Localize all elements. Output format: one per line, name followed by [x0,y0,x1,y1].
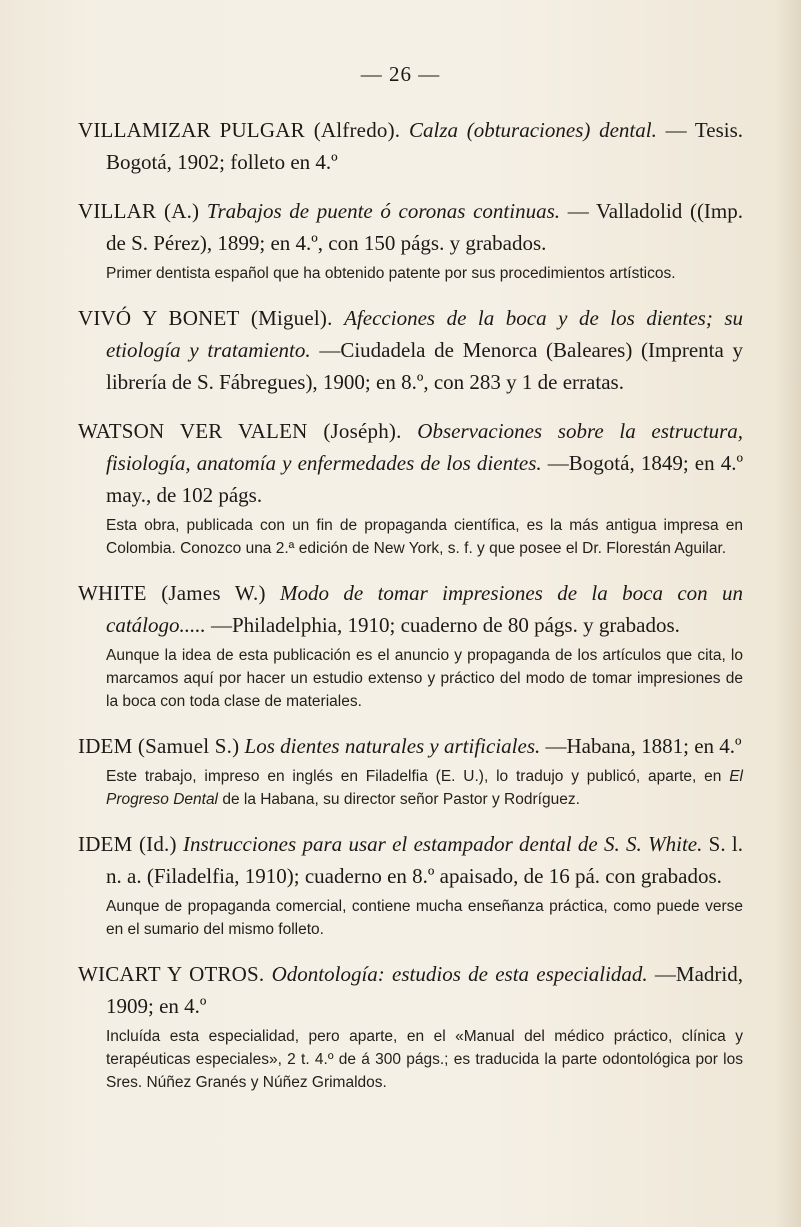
entry-imprint: —Habana, 1881; en 4.º [545,734,742,758]
entry-title: Odontología: estudios de esta especialidad. [271,962,648,986]
entry-imprint: — Valladolid ((Imp. de S. Pérez), 1899; en 4.º, con 150 págs. y grabados. [106,199,744,255]
bibliography-entry [78,828,743,941]
bibliography-list [78,114,743,1111]
entry-title: Afecciones de la boca y de los dientes; su etiología y tratamiento. [106,306,744,362]
entry-note: Esta obra, publicada con un fin de propaganda científica, es la más antigua impresa en Colombia. Conozco una 2.ª edición de New York, s. f. y que posee el Dr. Florestán Aguilar. [106,517,743,557]
entry-heading [78,195,743,259]
bibliography-entry [78,730,743,811]
entry-author: IDEM (Id.) [78,832,177,856]
entry-author: WATSON VER VALEN (Joséph). [78,419,402,443]
entry-author: IDEM (Samuel S.) [78,734,240,758]
bibliography-entry [78,302,743,398]
entry-note-periodical: El Progreso Dental [106,768,743,808]
entry-title: Instrucciones para usar el estampador dental de S. S. White. [183,832,703,856]
entry-imprint: — Tesis. Bogotá, 1902; folleto en 4.º [106,118,744,174]
entry-title: Los dientes naturales y artificiales. [244,734,541,758]
entry-imprint: —Madrid, 1909; en 4.º [106,962,743,1018]
entry-title: Calza (obturaciones) dental. [408,118,657,142]
entry-heading [78,302,743,398]
entry-note: Aunque la idea de esta publicación es el anuncio y propaganda de los artículos que cita, lo marcamos aquí por hacer un estudio extenso y práctico del modo de tomar impresiones de la boca con toda clase de materiales. [106,647,743,710]
entry-author: VIVÓ Y BONET (Miguel). [78,306,333,330]
bibliography-entry [78,114,743,178]
entry-note: Primer dentista español que ha obtenido patente por sus procedimientos artísticos. [106,265,676,282]
entry-note: Aunque de propaganda comercial, contiene mucha enseñanza práctica, como puede verse en el sumario del mismo folleto. [106,898,743,938]
entry-imprint: —Philadelphia, 1910; cuaderno de 80 págs. y grabados. [211,613,680,637]
page-number: — 26 — [360,62,441,86]
entry-title: Modo de tomar impresiones de la boca con un catálogo..... [106,581,744,637]
entry-imprint: —Ciudadela de Menorca (Baleares) (Imprenta y librería de S. Fábregues), 1900; en 8.º, con 283 y 1 de erratas. [106,338,744,394]
bibliography-entry [78,958,743,1094]
entry-heading [78,828,743,892]
entry-heading [78,958,743,1022]
page-edge-shadow [775,0,801,1227]
entry-note [78,765,743,811]
entry-heading [78,415,743,511]
bibliography-entry [78,195,743,285]
bibliography-entry [78,415,743,560]
entry-note: Incluída esta especialidad, pero aparte, en el «Manual del médico práctico, clínica y terapéuticas especiales», 2 t. 4.º de á 300 págs.; es traducida la parte odontológica por los Sres. Núñez Granés y Núñez Grimaldos. [106,1028,743,1091]
entry-author: VILLAR (A.) [78,199,200,223]
entry-note-text: de la Habana, su director señor Pastor y Rodríguez. [218,791,580,808]
entry-heading [78,114,743,178]
entry-title: Trabajos de puente ó coronas continuas. [206,199,561,223]
entry-heading [78,730,743,762]
entry-author: VILLAMIZAR PULGAR (Alfredo). [78,118,401,142]
entry-imprint: S. l. n. a. (Filadelfia, 1910); cuaderno en 8.º apaisado, de 16 pá. con grabados. [106,832,743,888]
entry-note-text: Este trabajo, impreso en inglés en Filadelfia (E. U.), lo tradujo y publicó, aparte, en [106,768,730,785]
entry-imprint: —Bogotá, 1849; en 4.º may., de 102 págs. [106,451,743,507]
entry-author: WICART Y OTROS. [78,962,265,986]
bibliography-entry [78,577,743,713]
entry-author: WHITE (James W.) [78,581,266,605]
entry-heading [78,577,743,641]
entry-title: Observaciones sobre la estructura, fisiología, anatomía y enfermedades de los dientes. [106,419,743,475]
